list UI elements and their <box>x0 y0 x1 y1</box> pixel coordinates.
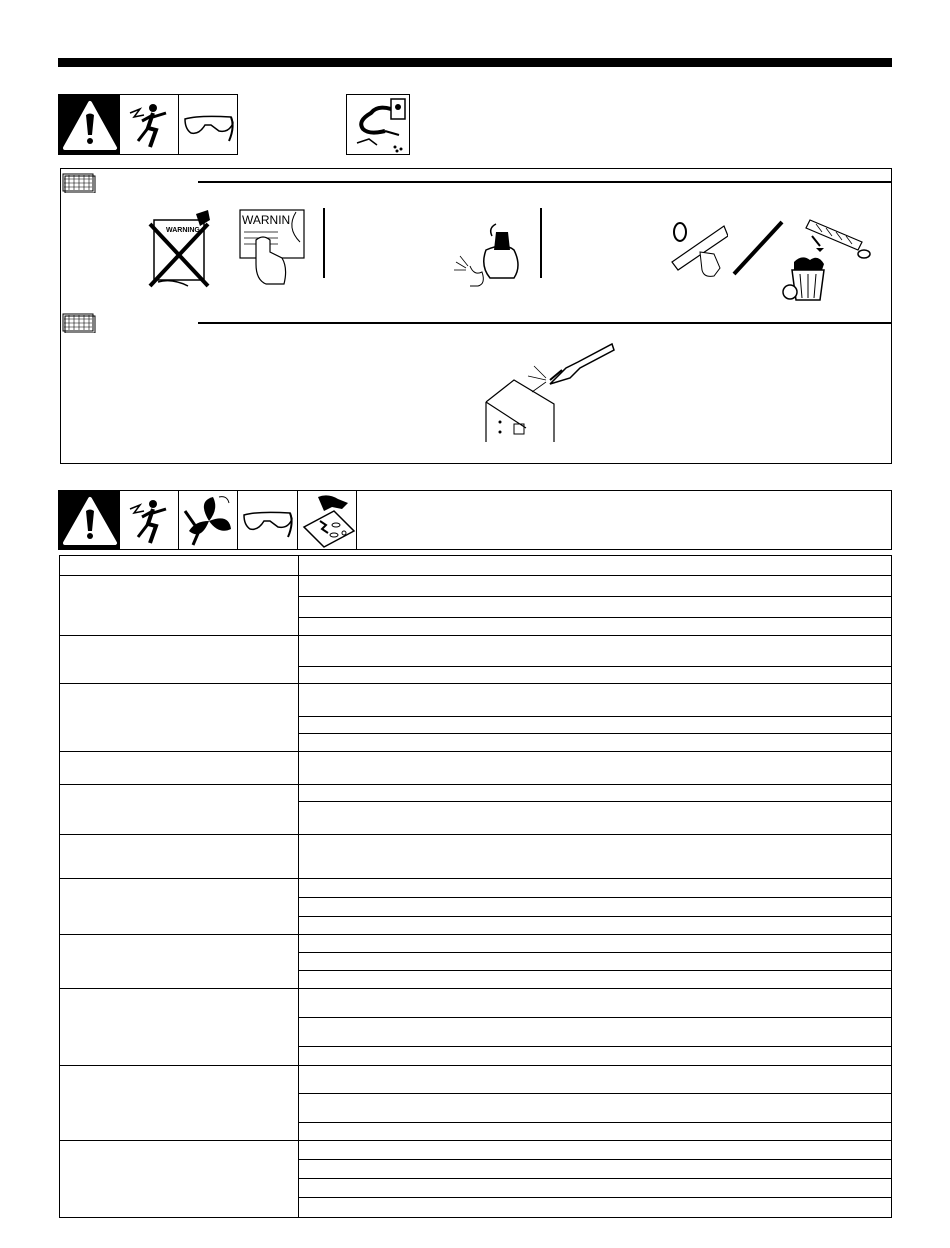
discard-cable-illustration <box>782 214 872 306</box>
remedy-cell <box>299 785 892 802</box>
table-row <box>60 752 892 785</box>
remedy-cell <box>299 1066 892 1094</box>
remedy-cell <box>299 802 892 835</box>
remedy-cell <box>299 953 892 971</box>
troubleshooting-table <box>59 555 892 1218</box>
remedy-cell <box>299 879 892 898</box>
top-rule <box>58 58 892 67</box>
trouble-cell <box>60 935 299 989</box>
calendar-icon <box>62 311 96 333</box>
inspect-cable-illustration <box>668 218 728 280</box>
remedy-cell <box>299 1141 892 1160</box>
table-row <box>60 835 892 879</box>
section-rule <box>198 181 892 183</box>
remedy-cell <box>299 556 892 576</box>
trouble-cell <box>60 752 299 785</box>
table-row <box>60 1066 892 1094</box>
table-row <box>60 1141 892 1160</box>
table-row <box>60 576 892 597</box>
cable-inspection-icon <box>346 94 410 155</box>
remedy-cell <box>299 684 892 717</box>
divider <box>323 208 325 278</box>
trouble-cell <box>60 576 299 636</box>
moving-parts-fan-icon <box>178 490 238 550</box>
trouble-cell <box>60 684 299 752</box>
remedy-cell <box>299 935 892 953</box>
trouble-cell <box>60 636 299 684</box>
trouble-cell <box>60 835 299 879</box>
table-row <box>60 989 892 1018</box>
remedy-cell <box>299 1047 892 1066</box>
remedy-cell <box>299 1094 892 1123</box>
trouble-cell <box>60 556 299 576</box>
remedy-cell <box>299 636 892 667</box>
remedy-cell <box>299 971 892 989</box>
remedy-cell <box>299 618 892 636</box>
safety-glasses-icon <box>237 490 298 550</box>
divider <box>540 208 542 278</box>
warning-label-text2: WARNIN <box>242 213 291 227</box>
trouble-cell <box>60 785 299 835</box>
table-row <box>60 556 892 576</box>
table-row <box>60 785 892 802</box>
remedy-cell <box>299 1018 892 1047</box>
replace-label-illustration <box>238 208 308 288</box>
calendar-icon <box>62 171 96 193</box>
warning-label-text: WARNING <box>166 227 200 234</box>
safety-glasses-icon <box>178 94 238 155</box>
table-row <box>60 879 892 898</box>
remedy-cell <box>299 835 892 879</box>
slash-divider <box>728 218 788 278</box>
table-row <box>60 935 892 953</box>
static-sensitive-board-icon <box>297 490 357 550</box>
trouble-cell <box>60 879 299 935</box>
remedy-cell <box>299 576 892 597</box>
warning-triangle-icon <box>58 94 120 155</box>
remedy-cell <box>299 597 892 618</box>
remedy-cell <box>299 1198 892 1218</box>
remedy-cell <box>299 1179 892 1198</box>
remedy-cell <box>299 917 892 935</box>
table-row <box>60 636 892 667</box>
blow-out-unit-illustration <box>474 340 624 442</box>
remedy-cell <box>299 898 892 917</box>
remedy-cell <box>299 752 892 785</box>
remedy-cell <box>299 717 892 734</box>
electric-shock-icon <box>119 490 179 550</box>
electric-shock-icon <box>119 94 179 155</box>
remedy-cell <box>299 734 892 752</box>
trouble-cell <box>60 1141 299 1218</box>
remedy-cell <box>299 667 892 684</box>
remedy-cell <box>299 1123 892 1141</box>
warning-triangle-icon <box>58 490 120 550</box>
tighten-parts-illustration <box>452 210 524 288</box>
trouble-cell <box>60 989 299 1066</box>
trouble-cell <box>60 1066 299 1141</box>
remedy-cell <box>299 989 892 1018</box>
remedy-cell <box>299 1160 892 1179</box>
section-rule <box>198 322 892 324</box>
do-not-paint-label-illustration <box>148 210 212 292</box>
table-row <box>60 684 892 717</box>
